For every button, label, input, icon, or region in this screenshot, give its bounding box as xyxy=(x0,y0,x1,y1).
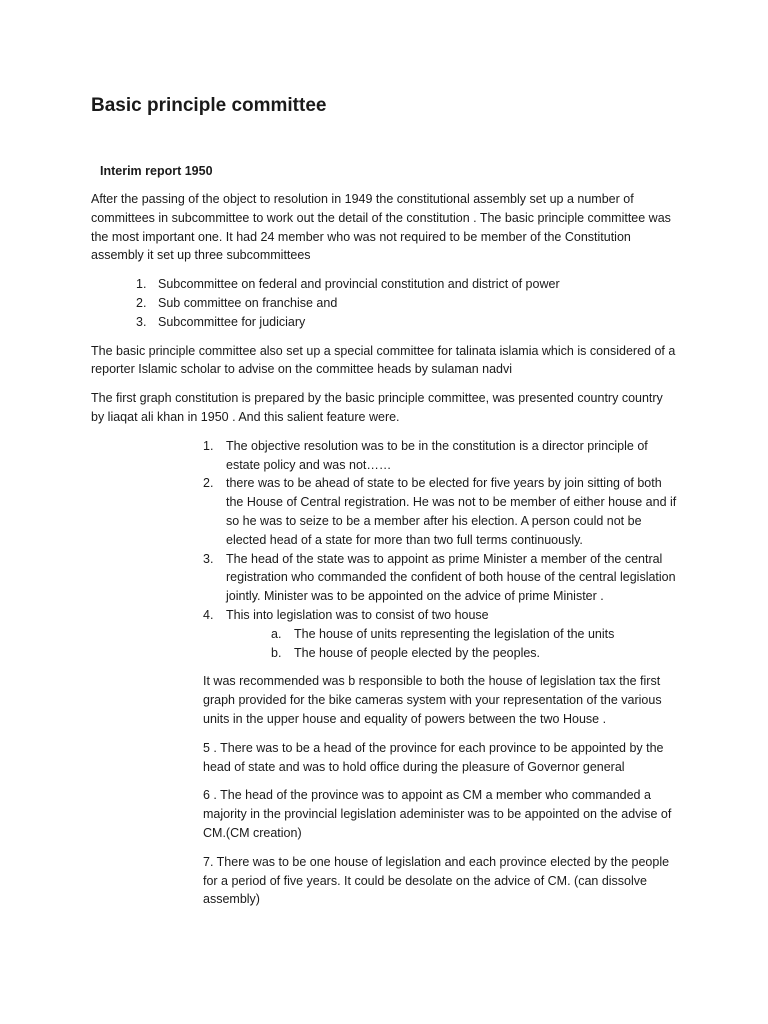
sublist-letter: a. xyxy=(271,626,282,641)
salient-features-list xyxy=(203,437,678,663)
list-number: 2. xyxy=(203,476,214,491)
list-text: Subcommittee for judiciary xyxy=(158,314,306,329)
list-text: Subcommittee on federal and provincial constitution and district of power xyxy=(158,277,560,292)
list-number: 1. xyxy=(136,277,147,292)
subcommittee-list xyxy=(91,275,678,331)
sublist-item xyxy=(226,625,678,644)
indented-paragraphs xyxy=(203,672,678,909)
list-text: The head of the state was to appoint as prime Minister a member of the central registration who commanded the confident of both house of the central legislation jointly. Minister was to be appointed on the advice of prime Minister . xyxy=(226,551,676,604)
list-number: 1. xyxy=(203,438,214,453)
paragraph-point-6: 6 . The head of the province was to appoint as CM a member who commanded a majority in the provincial legislation ademinister was to be appointed on the advise of CM.(CM creation) xyxy=(203,788,672,840)
paragraph-point-7: 7. There was to be one house of legislation and each province elected by the people for a period of five years. It could be desolate on the advice of CM. (can dissolve assembly) xyxy=(203,854,670,907)
list-item xyxy=(203,474,678,549)
paragraph-recommendation: It was recommended was b responsible to both the house of legislation tax the first graph provided for the bike cameras system with your representation of the various units in the upper house and equality of powers between the two House . xyxy=(203,674,662,726)
list-number: 3. xyxy=(203,551,214,566)
sublist-text: The house of units representing the legislation of the units xyxy=(294,626,615,641)
list-item xyxy=(91,275,678,294)
document-subtitle: Interim report 1950 xyxy=(100,164,213,178)
list-text: The objective resolution was to be in the constitution is a director principle of estate policy and was not…… xyxy=(226,438,648,472)
sublist-text: The house of people elected by the peoples. xyxy=(294,645,541,660)
sublist-item xyxy=(226,644,678,663)
legislation-houses-sublist xyxy=(226,625,678,663)
document-title: Basic principle committee xyxy=(91,95,327,116)
list-text: Sub committee on franchise and xyxy=(158,295,338,310)
list-number: 4. xyxy=(203,607,214,622)
list-item xyxy=(91,313,678,332)
list-number: 2. xyxy=(136,295,147,310)
list-item xyxy=(203,437,678,475)
paragraph-intro: After the passing of the object to resolution in 1949 the constitutional assembly set up a number of committees in subcommittee to work out the detail of the constitution . The basic principle committee was the most important one. It had 24 member who was not required to be member of the Constitution assembly it set up three subcommittees xyxy=(91,192,671,263)
list-item xyxy=(203,550,678,606)
paragraph-point-5: 5 . There was to be a head of the province for each province to be appointed by the head of state and was to hold office during the pleasure of Governor general xyxy=(203,740,664,774)
list-number: 3. xyxy=(136,314,147,329)
list-item xyxy=(203,606,678,662)
paragraph-first-draft: The first graph constitution is prepared by the basic principle committee, was presented country country by liaqat ali khan in 1950 . And this salient feature were. xyxy=(91,391,663,424)
list-text: there was to be ahead of state to be elected for five years by join sitting of both the House of Central registration. He was not to be member of either house and if so he was to seize to be a member after his election. A person could not be elected head of a state for more than two full terms continuously. xyxy=(226,476,677,547)
paragraph-special-committee: The basic principle committee also set up a special committee for talinata islamia which is considered of a reporter Islamic scholar to advise on the committee heads by sulaman nadvi xyxy=(91,343,676,377)
sublist-letter: b. xyxy=(271,645,282,660)
list-text: This into legislation was to consist of two house xyxy=(226,607,489,622)
list-item xyxy=(91,294,678,313)
